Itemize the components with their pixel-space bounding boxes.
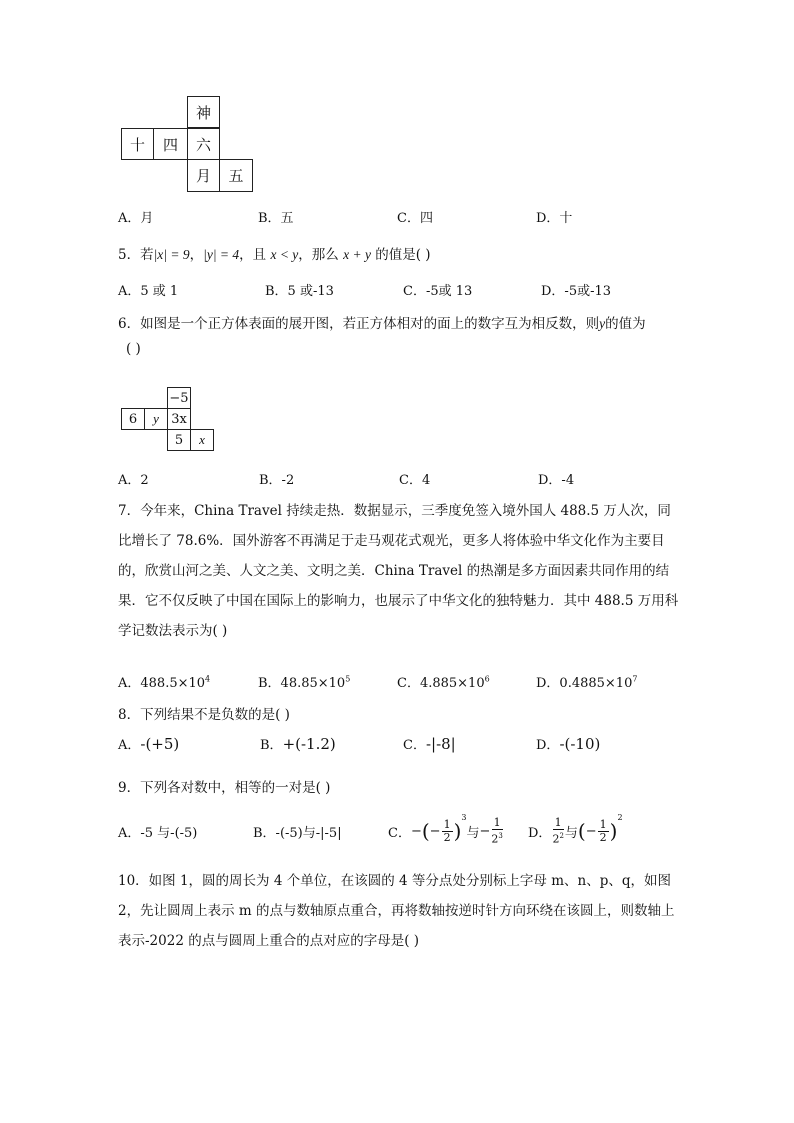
q9-d-den-base: 2 (552, 832, 560, 846)
q5-abs-x: |x| = 9 (153, 247, 190, 262)
q5-option-c[interactable]: C．-5或 13 (403, 284, 473, 299)
question-8: 8．下列结果不是负数的是( ) (118, 707, 290, 723)
q4-option-d[interactable]: D．十 (536, 211, 573, 226)
q7-c-label: C．4.885×10 (397, 676, 485, 691)
net2-cell-y: y (144, 408, 168, 430)
q5-option-a[interactable]: A．5 或 1 (118, 284, 179, 299)
net2-cell-x: x (190, 429, 214, 451)
q7-a-exp: 4 (205, 674, 211, 684)
q9-option-c[interactable] (388, 813, 504, 849)
q8-c-label: C． (403, 738, 426, 753)
q9-c-den-2-base: 2 (491, 832, 499, 846)
q5-prefix: 5．若 (118, 247, 154, 263)
q6-var: y (599, 316, 606, 331)
q5-condition: x < y (270, 247, 299, 262)
q9-d-mid: 与 (564, 825, 578, 841)
q5-sep: ， (189, 247, 204, 263)
q4-option-b[interactable]: B．五 (258, 211, 294, 226)
q4-option-a[interactable]: A．月 (118, 211, 154, 226)
q5-suffix: 的值是( ) (375, 247, 431, 263)
q7-b-exp: 5 (345, 674, 351, 684)
question-6-line-2: ( ) (126, 341, 141, 357)
q9-option-d[interactable] (528, 813, 623, 849)
q9-c-den: 2 (443, 830, 451, 844)
net1-cell-liu: 六 (187, 128, 220, 160)
q4-option-c[interactable]: C．四 (397, 211, 433, 226)
q9-c-den-2-exp: 3 (498, 831, 503, 840)
net2-cell-neg5: −5 (167, 387, 191, 409)
net1-cell-shi: 十 (121, 128, 154, 160)
q9-c-fraction (442, 819, 453, 844)
q9-d-close-paren: ) (609, 819, 618, 843)
q7-b-label: B．48.85×10 (258, 676, 346, 691)
q8-b-expr: +(-1.2) (282, 735, 336, 753)
q9-d-label: D． (528, 825, 552, 841)
q8-option-b[interactable] (260, 734, 336, 753)
q6-text-end: 的值为 (605, 316, 646, 332)
q7-option-b[interactable] (258, 672, 350, 691)
q9-c-open-paren: ( (421, 819, 430, 843)
question-7: 7．今年来，China Travel 持续走热．数据显示，三季度免签入境外国人 488.5 万人次，同比增长了 78.6%．国外游客不再满足于走马观花式观光，更多人将体验中华文化作为主要目的，欣赏山河之美、人文之美、文明之美．China Travel 的热潮是多方面因素共同作用的结果．它不仅反映了中国在国际上的影响力，也展示了中华文化的独特魅力．其中 488.5 万用科学记数法表示为( ) (118, 503, 679, 639)
q8-option-c[interactable] (403, 734, 456, 753)
net1-cell-shen: 神 (187, 96, 220, 128)
q9-d-fraction (552, 817, 563, 846)
q5-then: ，那么 (298, 247, 339, 263)
q9-d-num: 1 (554, 815, 562, 829)
q9-c-label: C． (388, 825, 411, 841)
q9-d-fraction-2 (598, 819, 609, 844)
q9-c-den-2 (491, 830, 502, 846)
question-6-line-1 (118, 312, 646, 332)
net1-cell-yue: 月 (187, 159, 220, 192)
q6-option-c[interactable]: C．4 (399, 473, 431, 488)
q9-c-mid: 与 (466, 825, 480, 841)
q6-option-d[interactable]: D．-4 (538, 473, 575, 488)
net1-cell-wu: 五 (219, 159, 253, 192)
q8-b-label: B． (260, 738, 283, 753)
q6-option-b[interactable]: B．-2 (259, 473, 295, 488)
q9-d-exp: 2 (617, 813, 623, 822)
q9-d-den-2: 2 (599, 830, 607, 844)
q8-a-label: A． (118, 738, 141, 753)
q9-c-exp: 3 (461, 813, 467, 822)
q9-d-num-2: 1 (599, 817, 607, 831)
q9-d-minus: − (585, 823, 597, 839)
q6-option-a[interactable]: A．2 (118, 473, 149, 488)
q7-option-d[interactable] (536, 672, 637, 691)
q9-c-close-paren: ) (453, 819, 462, 843)
q8-d-expr: -(-10) (559, 735, 601, 753)
q7-c-exp: 6 (484, 674, 490, 684)
q9-c-num: 1 (443, 817, 451, 831)
q5-option-b[interactable]: B．5 或-13 (265, 284, 334, 299)
q9-d-den-exp: 2 (559, 831, 564, 840)
q7-option-a[interactable] (118, 672, 210, 691)
net2-cell-5: 5 (167, 429, 191, 451)
q7-a-label: A．488.5×10 (118, 676, 206, 691)
q8-option-d[interactable] (536, 734, 600, 753)
question-5 (118, 243, 431, 263)
q5-expression: x + y (343, 247, 371, 262)
q8-d-label: D． (536, 738, 560, 753)
q5-and: ，且 (239, 247, 267, 263)
q9-option-a[interactable]: A．-5 与-(-5) (118, 826, 198, 841)
q9-d-den (552, 830, 563, 846)
question-10: 10．如图 1，圆的周长为 4 个单位，在该圆的 4 等分点处分别标上字母 m、n、p、q，如图 2，先让圆周上表示 m 的点与数轴原点重合，再将数轴按逆时针方向环绕在该圆上，则数轴上表示-2022 的点与圆周上重合的点对应的字母是( ) (118, 873, 675, 949)
q7-d-label: D．0.4885×10 (536, 676, 633, 691)
net1-cell-si: 四 (153, 128, 188, 160)
q8-a-expr: -(+5) (140, 735, 180, 753)
q5-abs-y: |y| = 4 (203, 247, 240, 262)
question-9: 9．下列各对数中，相等的一对是( ) (118, 780, 331, 796)
net2-cell-6: 6 (121, 408, 145, 430)
q9-d-open-paren: ( (577, 819, 586, 843)
q7-option-c[interactable] (397, 672, 490, 691)
q9-c-minus-2: − (479, 823, 491, 839)
q8-option-a[interactable] (118, 734, 179, 753)
q9-c-minus: − (410, 823, 422, 839)
net2-cell-3x: 3x (167, 408, 191, 430)
q9-option-b[interactable]: B．-(-5)与-|-5| (253, 826, 342, 841)
q9-c-inner-minus: − (429, 823, 441, 839)
q6-text: 6．如图是一个正方体表面的展开图，若正方体相对的面上的数字互为相反数，则 (118, 316, 600, 332)
q8-c-expr: -|-8| (425, 735, 456, 753)
q9-c-fraction-2 (491, 817, 502, 846)
q9-c-num-2: 1 (493, 815, 501, 829)
q7-d-exp: 7 (632, 674, 638, 684)
q5-option-d[interactable]: D．-5或-13 (541, 284, 612, 299)
